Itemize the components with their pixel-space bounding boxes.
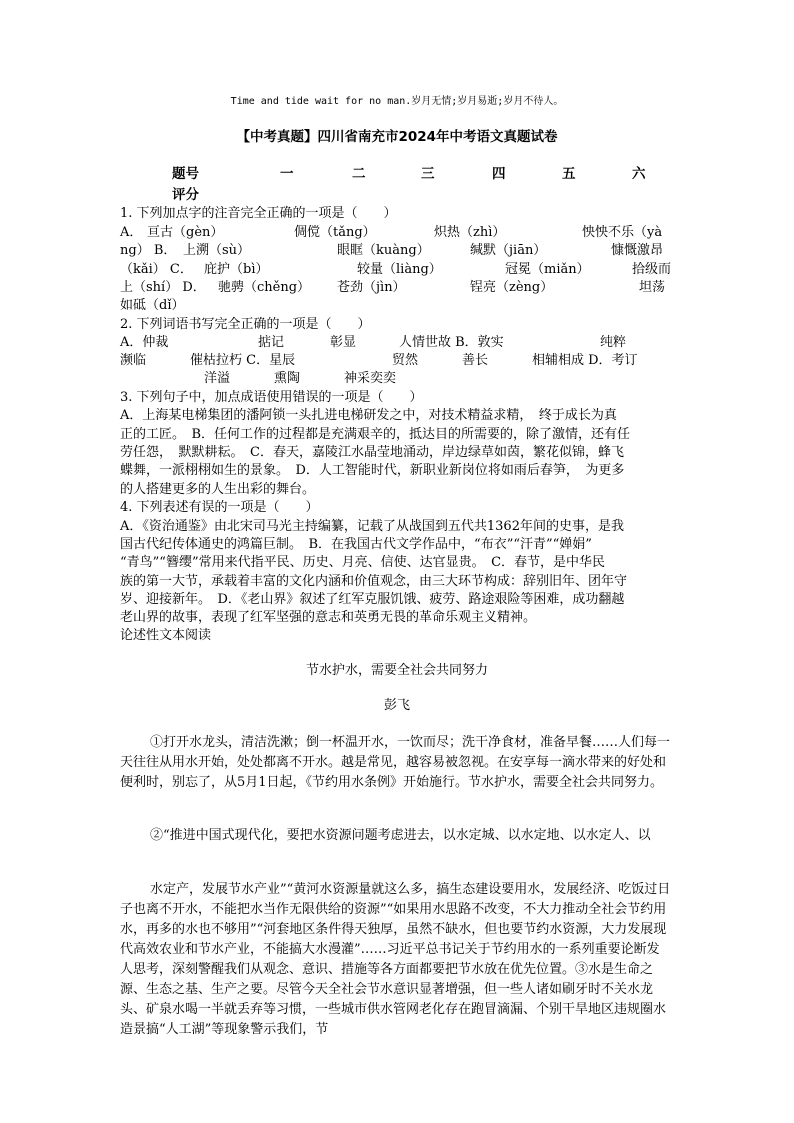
paragraph: ②“推进中国式现代化，要把水资源问题考虑进去，以水定城、以水定地、以水定人、以 bbox=[150, 828, 651, 843]
option-text: 纯粹 bbox=[600, 335, 627, 350]
motto: Time and tide wait for no man.岁月无情;岁月易逝;岁月不待人。 bbox=[230, 96, 564, 107]
paragraph: ①打开水龙头，清洁洗漱；倒一杯温开水，一饮而尽；洗干净食材，准备早餐……人们每一天往往从用水开始，处处都离不开水。越是常见，越容易被忽视。在安享每一滴水带来的好处和便利时，别忘了，从5月1日起，《节约用水条例》开始施行。节水护水，需要全社会共同努力。 bbox=[120, 735, 671, 790]
section-heading: 论述性文本阅读 bbox=[120, 628, 212, 643]
option-text: 怏怏不乐（yà bbox=[582, 225, 663, 240]
option-text: 神采奕奕 bbox=[344, 371, 397, 386]
table-row-label: 评分 bbox=[172, 187, 199, 203]
option-text: 濒临 bbox=[120, 353, 147, 368]
question-text-line: A．《资治通鉴》由北宋司马光主持编纂，记载了从战国到五代共1362年间的史事，是我 bbox=[120, 519, 624, 534]
question-text-line: 老山界的故事，表现了红军坚强的意志和英勇无畏的革命乐观主义精神。 bbox=[120, 610, 537, 625]
option-text: 慷慨激昂 bbox=[611, 243, 664, 258]
option-text: 人情世故 B．敦实 bbox=[399, 335, 504, 350]
option-text: 上（shí） D． bbox=[120, 280, 206, 295]
option-text: 驰骋（chěng） bbox=[218, 280, 311, 295]
table-header-label: 题号 bbox=[172, 166, 199, 182]
table-col-1: 一 bbox=[280, 166, 294, 182]
option-text: 苍劲（jìn） bbox=[337, 280, 406, 295]
option-text: （kǎi） C． bbox=[120, 262, 193, 277]
option-text: 倜傥（tǎng） bbox=[294, 225, 376, 240]
question-text-line: 族的第一大节，承载着丰富的文化内涵和价值观念，由三大环节构成：辞别旧年、团年守 bbox=[120, 574, 628, 589]
question-text-line: 正的工匠。 B．任何工作的过程都是充满艰辛的，抵达目的所需要的，除了激情，还有任 bbox=[120, 427, 631, 442]
option-text: 锃亮（zèng） bbox=[470, 280, 554, 295]
option-text: 催枯拉朽 C．星辰 bbox=[190, 353, 296, 368]
option-text: 亘古（gèn） bbox=[147, 225, 224, 240]
option-text: 熏陶 bbox=[274, 371, 301, 386]
question-4-stem: 4. 下列表述有误的一项是（ ） bbox=[120, 500, 319, 515]
option-text: 眼眶（kuàng） bbox=[337, 243, 430, 258]
table-col-3: 三 bbox=[421, 166, 435, 182]
question-2-stem: 2. 下列词语书写完全正确的一项是（ ） bbox=[120, 317, 371, 332]
table-col-6: 六 bbox=[632, 166, 646, 182]
paragraph: 水定产，发展节水产业”“黄河水资源量就这么多，搞生态建设要用水，发展经济、吃饭过日子也离不开水，不能把水当作无限供给的资源”“如果用水思路不改变，不大力推动全社会节约用水，再多的水也不够用”“河套地区条件得天独厚，虽然不缺水，但也要节约水资源，大力发展现代高效农业和节水产业，不能搞大水漫灌”……习近平总书记关于节约用水的一系列重要论断发人思考，深刻警醒我们从观念、意识、措施等各方面都要把节水放在优先位置。③水是生命之源、生态之基、生产之要。尽管今天全社会节水意识显著增强，但一些人诸如刷牙时不关水龙头、矿泉水喝一半就丢弃等习惯，一些城市供水管网老化存在跑冒滴漏、个别干旱地区违规圈水造景搞“人工湖”等现象警示我们，节 bbox=[120, 882, 671, 1037]
option-text: 冠冕（miǎn） bbox=[505, 262, 590, 277]
question-text-line: A．上海某电梯集团的潘阿锁一头扎进电梯研发之中，对技术精益求精， 终于成长为真 bbox=[120, 408, 617, 423]
question-text-line: 国古代纪传体通史的鸿篇巨制。 B．在我国古代文学作品中，“布衣”“汗青”“婵娟” bbox=[120, 537, 592, 552]
question-text-line: “青鸟”“簪缨”常用来代指平民、历史、月亮、信使、达官显贵。 C．春节，是中华民 bbox=[120, 555, 606, 570]
option-text: 上溯（sù） bbox=[183, 243, 251, 258]
option-text: 掂记 bbox=[258, 335, 285, 350]
question-3-stem: 3. 下列句子中，加点成语使用错误的一项是（ ） bbox=[120, 390, 423, 405]
page-title: 【中考真题】四川省南充市2024年中考语文真题试卷 bbox=[236, 129, 558, 145]
option-text: ng） B． bbox=[120, 243, 177, 258]
article-author: 彭飞 bbox=[383, 698, 410, 713]
option-text: 洋溢 bbox=[204, 371, 231, 386]
option-text: 缄默（jiān） bbox=[470, 243, 547, 258]
option-text: 庇护（bì） bbox=[204, 262, 269, 277]
question-text-line: 劳任怨， 默默耕耘。 C．春天，嘉陵江水晶莹地涌动，岸边绿草如茵，繁花似锦，蜂飞 bbox=[120, 445, 624, 460]
question-text-line: 岁、迎接新年。 D．《老山界》叙述了红军克服饥饿、疲劳、路途艰险等困难，成功翻越 bbox=[120, 592, 625, 607]
table-col-5: 五 bbox=[562, 166, 576, 182]
option-text: 相辅相成 D．考订 bbox=[532, 353, 638, 368]
option-text: 坦荡 bbox=[639, 280, 666, 295]
option-text: 拾级而 bbox=[632, 262, 672, 277]
option-text: 炽热（zhì） bbox=[434, 225, 506, 240]
table-col-4: 四 bbox=[492, 166, 506, 182]
option-text: 彰显 bbox=[330, 335, 357, 350]
option-text: 较量（liàng） bbox=[357, 262, 442, 277]
article-title: 节水护水，需要全社会共同努力 bbox=[305, 663, 488, 678]
question-1-stem: 1. 下列加点字的注音完全正确的一项是（ ） bbox=[120, 206, 397, 221]
option-text: 贸然 bbox=[392, 353, 419, 368]
option-text: 如砥（dǐ） bbox=[120, 298, 185, 313]
question-text-line: 的人搭建更多的人生出彩的舞台。 bbox=[120, 482, 316, 497]
question-text-line: 蝶舞，一派栩栩如生的景象。 D．人工智能时代，新职业新岗位将如雨后春笋， 为更多 bbox=[120, 463, 625, 478]
option-text: A． bbox=[120, 225, 143, 240]
table-col-2: 二 bbox=[352, 166, 366, 182]
option-text: 善长 bbox=[462, 353, 489, 368]
option-text: A．仲裁 bbox=[120, 335, 169, 350]
